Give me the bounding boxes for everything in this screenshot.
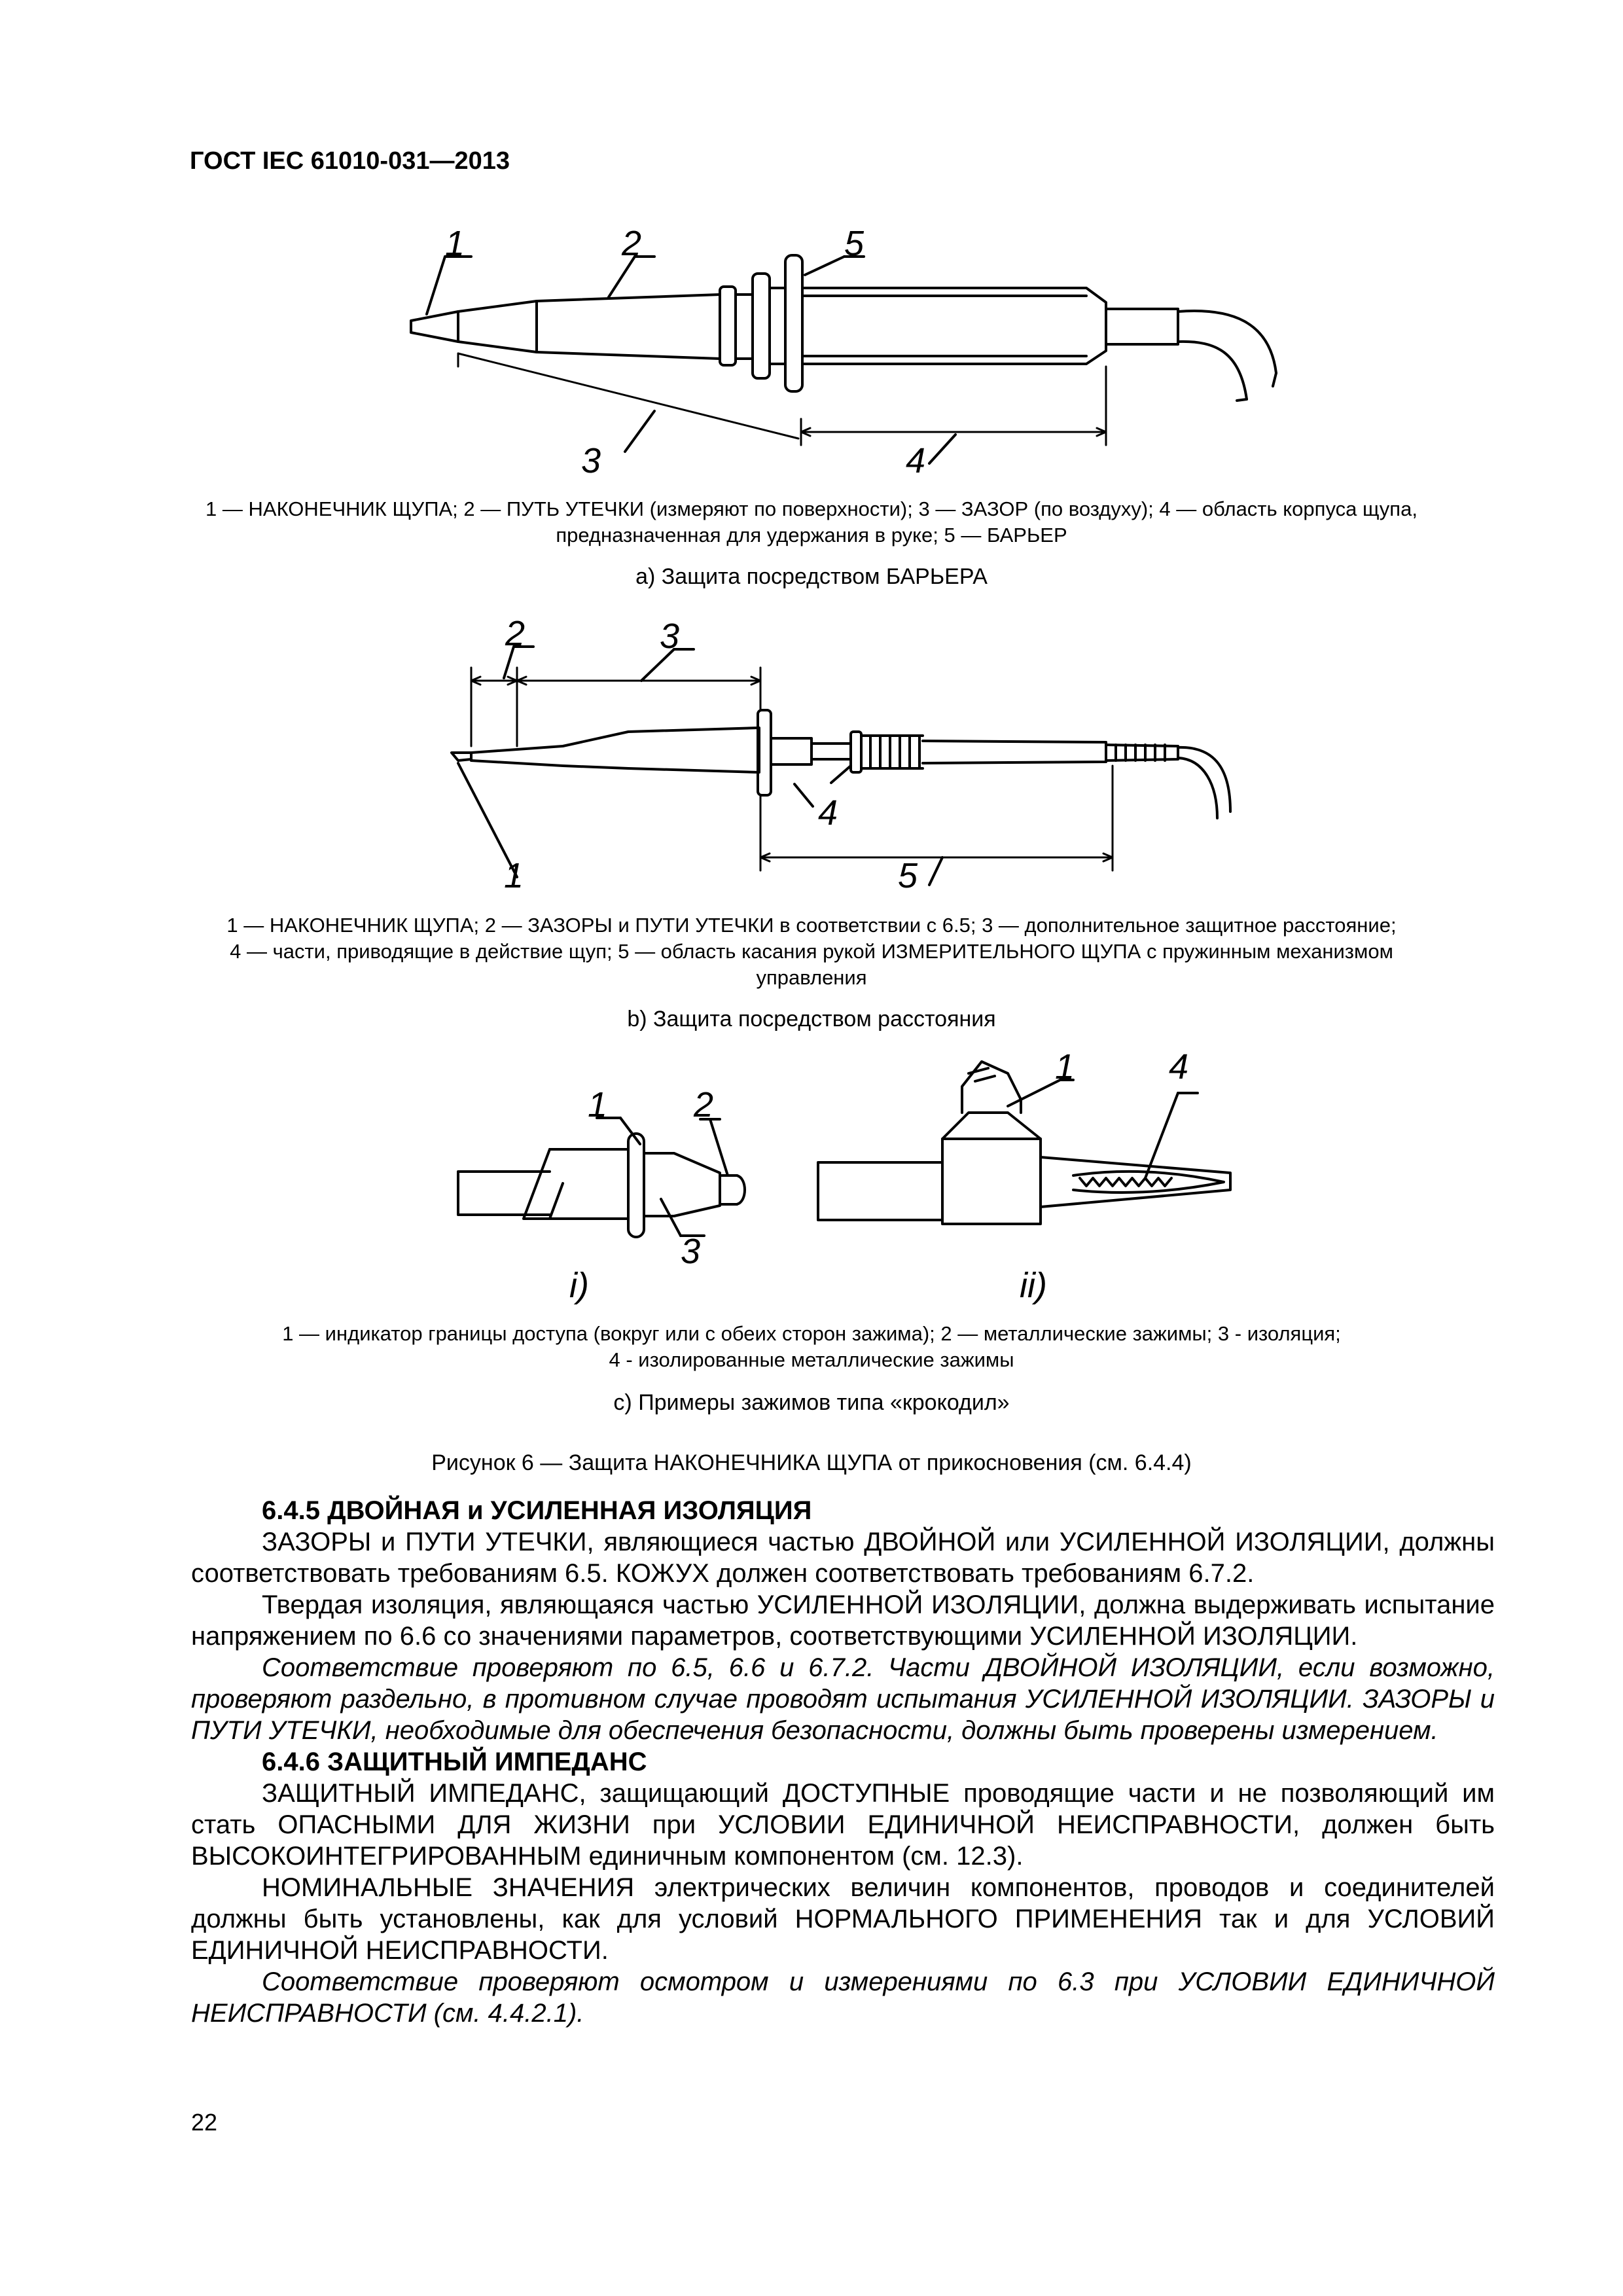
section-6-4-5-para-1: ЗАЗОРЫ и ПУТИ УТЕЧКИ, являющиеся частью ДВОЙНОЙ или УСИЛЕННОЙ ИЗОЛЯЦИИ, должны соответствовать требованиям 6.5. КОЖУХ должен соответствовать требованиям 6.7.2. xyxy=(191,1528,1495,1588)
figure-c-caption xyxy=(183,1321,1440,1373)
body-text xyxy=(191,1495,1495,2029)
label-a-2: 2 xyxy=(622,224,642,263)
figure-b-caption-line2: 4 — части, приводящие в действие щуп; 5 — область касания рукой ИЗМЕРИТЕЛЬНОГО ЩУПА с пружинным механизмом xyxy=(230,940,1393,963)
probe-b-drawing xyxy=(452,647,1230,885)
label-c-sub-ii: ii) xyxy=(1020,1266,1047,1305)
label-b-2: 2 xyxy=(505,614,526,653)
label-a-4: 4 xyxy=(906,441,926,480)
figure-c-subtitle: с) Примеры зажимов типа «крокодил» xyxy=(613,1390,1010,1415)
label-cii-4: 4 xyxy=(1169,1047,1189,1086)
label-b-4: 4 xyxy=(818,793,838,833)
section-6-4-6-para-1: ЗАЩИТНЫЙ ИМПЕДАНС, защищающий ДОСТУПНЫЕ проводящие части и не позволяющий им стать ОПАСНЫМИ ДЛЯ ЖИЗНИ при УСЛОВИИ ЕДИНИЧНОЙ НЕИСПРАВНОСТИ, должен быть ВЫСОКОИНТЕГРИРОВАННЫМ единичным компонентом (см. 12.3). xyxy=(191,1779,1495,1871)
figure-b-caption-line3: управления xyxy=(756,966,867,989)
figure-a-caption-line1: 1 — НАКОНЕЧНИК ЩУПА; 2 — ПУТЬ УТЕЧКИ (измеряют по поверхности); 3 — ЗАЗОР (по воздуху); 4 — область корпуса щупа, xyxy=(205,497,1418,520)
label-cii-1: 1 xyxy=(1055,1047,1075,1086)
figure-title: Рисунок 6 — Защита НАКОНЕЧНИКА ЩУПА от прикосновения (см. 6.4.4) xyxy=(431,1450,1192,1475)
label-a-1: 1 xyxy=(445,224,465,263)
figure-a-subtitle: а) Защита посредством БАРЬЕРА xyxy=(635,564,988,589)
probe-a-drawing xyxy=(411,255,1276,463)
figure-b-caption xyxy=(183,912,1440,991)
figure-c-caption-line1: 1 — индикатор границы доступа (вокруг или с обеих сторон зажима); 2 — металлические зажимы; 3 - изоляция; xyxy=(282,1322,1341,1345)
document-header: ГОСТ IEC 61010-031—2013 xyxy=(190,147,510,175)
figure-b-caption-line1: 1 — НАКОНЕЧНИК ЩУПА; 2 — ЗАЗОРЫ и ПУТИ УТЕЧКИ в соответствии с 6.5; 3 — дополнительное защитное расстояние; xyxy=(226,914,1397,937)
label-a-5: 5 xyxy=(844,224,865,263)
section-6-4-5-para-2: Твердая изоляция, являющаяся частью УСИЛЕННОЙ ИЗОЛЯЦИИ, должна выдерживать испытание напряжением по 6.6 со значениями параметров, соответствующими УСИЛЕННОЙ ИЗОЛЯЦИИ. xyxy=(191,1590,1495,1651)
label-c-sub-i: i) xyxy=(569,1266,589,1305)
section-6-4-6-heading: 6.4.6 ЗАЩИТНЫЙ ИМПЕДАНС xyxy=(262,1748,647,1776)
label-ci-1: 1 xyxy=(588,1085,608,1124)
page-number: 22 xyxy=(191,2109,218,2136)
section-6-4-5-compliance: Соответствие проверяют по 6.5, 6.6 и 6.7.2. Части ДВОЙНОЙ ИЗОЛЯЦИИ, если возможно, проверяют раздельно, в противном случае проводят испытания УСИЛЕННОЙ ИЗОЛЯЦИИ. ЗАЗОРЫ и ПУТИ УТЕЧКИ, необходимые для обеспечения безопасности, должны быть проверены измерением. xyxy=(191,1653,1495,1745)
figure-a-caption-line2: предназначенная для удержания в руке; 5 — БАРЬЕР xyxy=(556,524,1067,547)
label-b-3: 3 xyxy=(660,617,680,656)
section-6-4-6-para-2: НОМИНАЛЬНЫЕ ЗНАЧЕНИЯ электрических величин компонентов, проводов и соединителей должны быть установлены, как для условий НОРМАЛЬНОГО ПРИМЕНЕНИЯ так и для УСЛОВИЙ ЕДИНИЧНОЙ НЕИСПРАВНОСТИ. xyxy=(191,1873,1495,1965)
section-6-4-6-compliance: Соответствие проверяют осмотром и измерениями по 6.3 при УСЛОВИИ ЕДИНИЧНОЙ НЕИСПРАВНОСТИ (см. 4.4.2.1). xyxy=(191,1967,1495,2028)
clip-i-drawing xyxy=(458,1118,745,1237)
figure-b-subtitle: b) Защита посредством расстояния xyxy=(627,1007,996,1031)
label-ci-3: 3 xyxy=(681,1232,701,1271)
label-b-1: 1 xyxy=(504,856,524,895)
section-6-4-5-heading: 6.4.5 ДВОЙНАЯ и УСИЛЕННАЯ ИЗОЛЯЦИЯ xyxy=(262,1496,812,1525)
figure-a-caption xyxy=(183,496,1440,548)
label-a-3: 3 xyxy=(581,441,601,480)
label-ci-2: 2 xyxy=(694,1085,714,1124)
label-b-5: 5 xyxy=(898,856,918,895)
figure-c-caption-line2: 4 - изолированные металлические зажимы xyxy=(609,1348,1014,1371)
